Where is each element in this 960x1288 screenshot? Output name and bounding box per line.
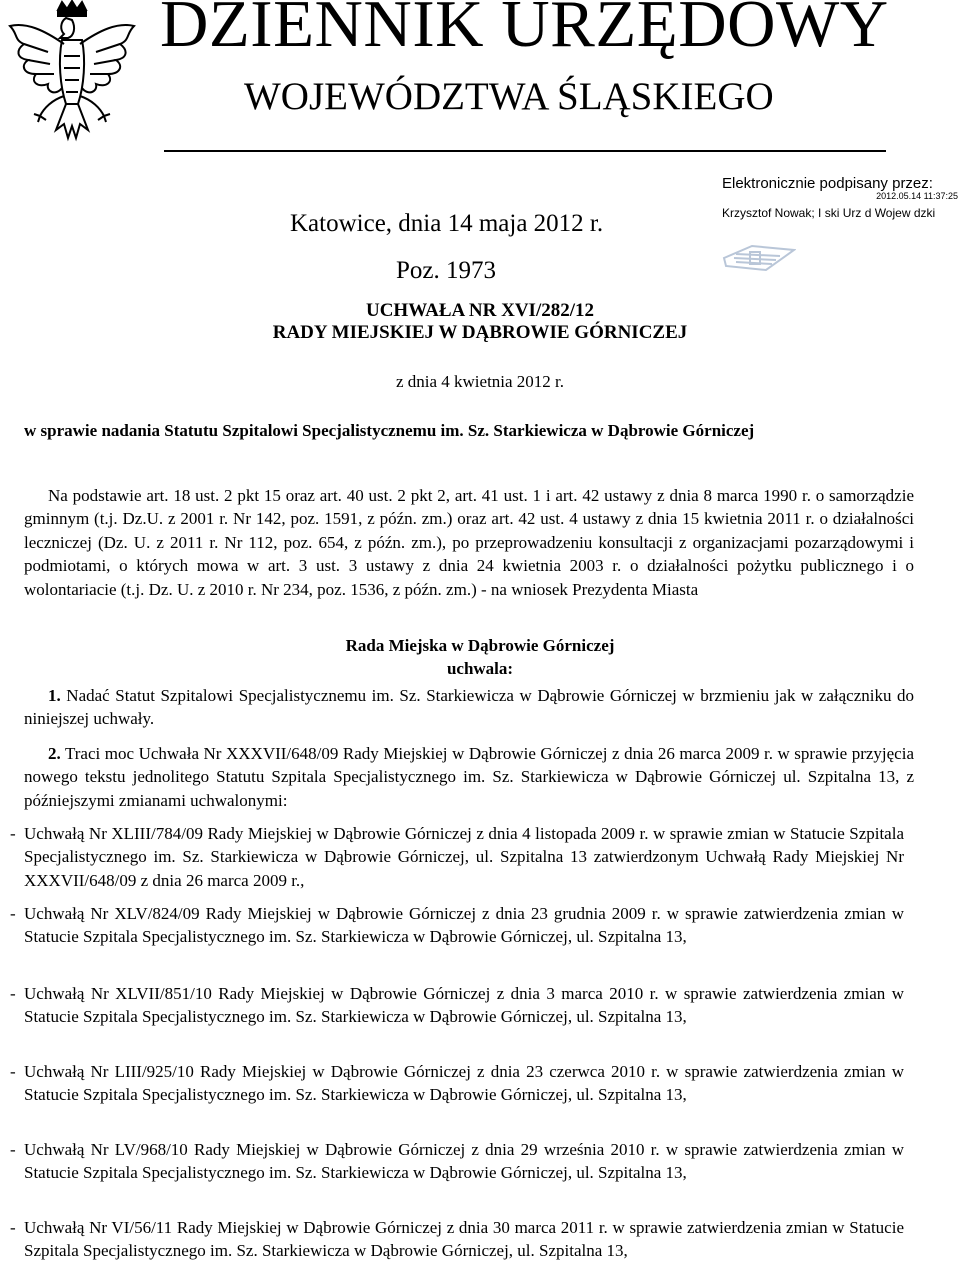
council-heading xyxy=(0,634,960,680)
journal-subtitle: WOJEWÓDZTWA ŚLĄSKIEGO xyxy=(244,75,774,118)
list-item-text: Uchwałą Nr LIII/925/10 Rady Miejskiej w Dąbrowie Górniczej z dnia 23 czerwca 2010 r. w sprawie zatwierdzenia zmian w Statucie Szpitala Specjalistycznego im. Sz. Starkiewicza w Dąbrowie Górniczej, ul. Szpitalna 13, xyxy=(24,1062,904,1105)
paragraph-2-text: Traci moc Uchwała Nr XXXVII/648/09 Rady Miejskiej w Dąbrowie Górniczej z dnia 26 marca 2009 r. w sprawie przyjęcia nowego tekstu jednolitego Statutu Szpitala Specjalistycznego im. Sz. Starkiewicza w Dąbrowie Górniczej ul. Szpitalna 13, z późniejszymi zmianami uchwalonymi: xyxy=(24,744,914,810)
signature-date: 2012.05.14 11:37:25 xyxy=(876,191,958,201)
resolution-issuer: RADY MIEJSKIEJ W DĄBROWIE GÓRNICZEJ xyxy=(272,322,688,343)
polish-eagle-emblem-icon xyxy=(4,0,140,160)
list-item-text: Uchwałą Nr VI/56/11 Rady Miejskiej w Dąbrowie Górniczej z dnia 30 marca 2011 r. w sprawie zatwierdzenia zmian w Statucie Szpitala Specjalistycznego im. Sz. Starkiewicza w Dąbrowie Górniczej, ul. Szpitalna 13, xyxy=(24,1218,904,1261)
list-item xyxy=(10,1138,904,1185)
list-dash: - xyxy=(10,1062,16,1081)
resolution-title: UCHWAŁA NR XVI/282/12 xyxy=(365,300,595,321)
paragraph-2-number: 2. xyxy=(48,744,61,763)
council-resolves: uchwala: xyxy=(446,659,514,678)
list-item xyxy=(10,982,904,1029)
paragraph-1 xyxy=(24,684,914,731)
journal-title: DZIENNIK URZĘDOWY xyxy=(160,0,889,61)
list-dash: - xyxy=(10,1218,16,1237)
list-item-text: Uchwałą Nr XLVII/851/10 Rady Miejskiej w Dąbrowie Górniczej z dnia 3 marca 2010 r. w sprawie zatwierdzenia zmian w Statucie Szpitala Specjalistycznego im. Sz. Starkiewicza w Dąbrowie Górniczej, ul. Szpitalna 13, xyxy=(24,984,904,1027)
list-item xyxy=(10,1060,904,1107)
position-number: Poz. 1973 xyxy=(396,257,496,284)
list-item-text: Uchwałą Nr XLIII/784/09 Rady Miejskiej w Dąbrowie Górniczej z dnia 4 listopada 2009 r. w sprawie zmian w Statucie Szpitala Specjalistycznego im. Sz. Starkiewicza w Dąbrowie Górniczej, ul. Szpitalna 13 zatwierdzonym Uchwałą Rady Miejskiej Nr XXXVII/648/09 z dnia 26 marca 2009 r., xyxy=(24,824,904,890)
signature-label: Elektronicznie podpisany przez: xyxy=(722,175,933,192)
list-item xyxy=(10,822,904,892)
list-dash: - xyxy=(10,1140,16,1159)
paragraph-2 xyxy=(24,742,914,812)
electronic-signature xyxy=(722,175,958,220)
list-item xyxy=(10,902,904,949)
place-date: Katowice, dnia 14 maja 2012 r. xyxy=(290,210,604,237)
list-item-text: Uchwałą Nr XLV/824/09 Rady Miejskiej w Dąbrowie Górniczej z dnia 23 grudnia 2009 r. w sprawie zatwierdzenia zmian w Statucie Szpitala Specjalistycznego im. Sz. Starkiewicza w Dąbrowie Górniczej, ul. Szpitalna 13, xyxy=(24,904,904,947)
paragraph-1-number: 1. xyxy=(48,686,61,705)
list-dash: - xyxy=(10,824,16,843)
signature-logo-icon xyxy=(722,244,796,272)
preamble: Na podstawie art. 18 ust. 2 pkt 15 oraz art. 40 ust. 2 pkt 2, art. 41 ust. 1 i art. 42 ustawy z dnia 8 marca 1990 r. o samorządzie gminnym (t.j. Dz.U. z 2001 r. Nr 142, poz. 1591, z późn. zm.) oraz art. 42 ust. 4 ustawy z dnia 15 kwietnia 2011 r. o działalności leczniczej (Dz. U. z 2011 r. Nr 112, poz. 654, z późn. zm.), po przeprowadzeniu konsultacji z organizacjami pozarządowymi i podmiotami, o których mowa w art. 3 ust. 3 ustawy z dnia 24 kwietnia 2003 r. o działalności pożytku publicznego i o wolontariacie (t.j. Dz. U. z 2010 r. Nr 234, poz. 1536, z późn. zm.) - na wniosek Prezydenta Miasta xyxy=(24,486,914,599)
council-name: Rada Miejska w Dąbrowie Górniczej xyxy=(345,636,615,655)
list-dash: - xyxy=(10,904,16,923)
list-dash: - xyxy=(10,984,16,1003)
list-item xyxy=(10,1216,904,1263)
paragraph-1-text: Nadać Statut Szpitalowi Specjalistycznemu im. Sz. Starkiewicza w Dąbrowie Górniczej w brzmieniu jak w załączniku do niniejszej uchwały. xyxy=(24,686,915,729)
signature-signer: Krzysztof Nowak; I ski Urz d Wojew dzki xyxy=(722,206,936,220)
resolution-date: z dnia 4 kwietnia 2012 r. xyxy=(395,372,565,391)
list-item-text: Uchwałą Nr LV/968/10 Rady Miejskiej w Dąbrowie Górniczej z dnia 29 września 2010 r. w sprawie zatwierdzenia zmian w Statucie Szpitala Specjalistycznego im. Sz. Starkiewicza w Dąbrowie Górniczej, ul. Szpitalna 13, xyxy=(24,1140,904,1183)
resolution-subject: w sprawie nadania Statutu Szpitalowi Specjalistycznemu im. Sz. Starkiewicza w Dąbrowie Górniczej xyxy=(24,421,755,440)
header-divider xyxy=(164,150,886,152)
